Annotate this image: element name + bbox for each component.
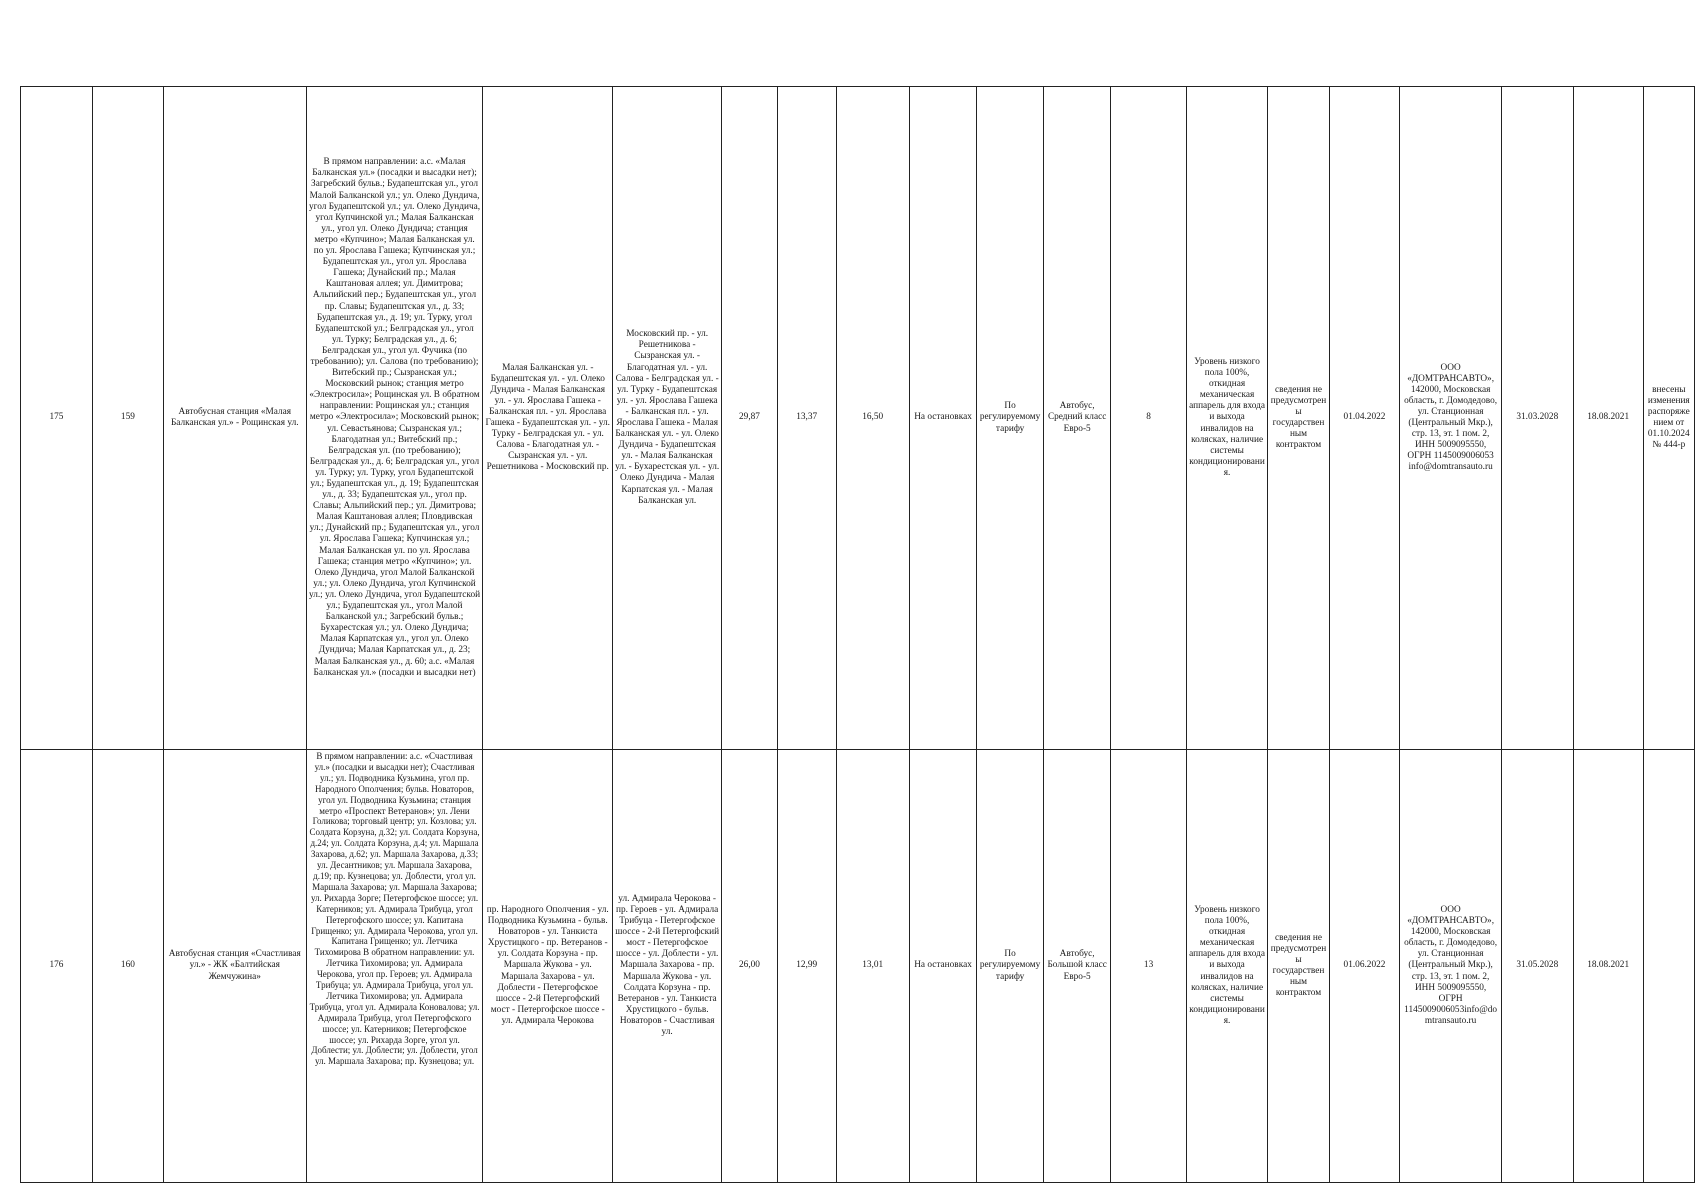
route-length-forward: 12,99 [777,750,836,1183]
row-number: 176 [21,750,93,1183]
route-path-forward: пр. Народного Ополчения - ул. Подводника Кузьмина - бульв. Новаторов - ул. Танкиста Хрустицкого - пр. Ветеранов - ул. Солдата Корзуна - пр. Маршала Жукова - ул. Маршала Захарова - ул. Доблести - Петергофское шоссе - 2-й Петергофский мост - Петергофское шоссе - ул. Адмирала Черокова [483,750,613,1183]
route-length-backward: 13,01 [836,750,909,1183]
route-name: Автобусная станция «Счастливая ул.» - ЖК «Балтийская Жемчужина» [163,750,306,1183]
route-path-backward: ул. Адмирала Черокова - пр. Героев - ул. Адмирала Трибуца - Петергофское шоссе - 2-й Петергофский мост - Петергофское шоссе - ул. Доблести - ул. Маршала Захарова - пр. Маршала Жукова - ул. Солдата Корзуна - пр. Ветеранов - ул. Танкиста Хрустицкого - бульв. Новаторов - Счастливая ул. [613,750,722,1183]
route-number: 160 [92,750,163,1183]
tariff-type: По регулируемому тарифу [977,87,1044,750]
vehicle-count: 8 [1111,87,1186,750]
route-registry-table [20,86,1695,1183]
contract-info: сведения не предусмотрены государственным контрактом [1268,87,1329,750]
stop-order: На остановках [909,750,977,1183]
vehicle-count: 13 [1111,750,1186,1183]
tariff-type: По регулируемому тарифу [977,750,1044,1183]
carrier-info: ООО «ДОМТРАНСАВТО», 142000, Московская область, г. Домодедово, ул. Станционная (Центральный Мкр.), стр. 13, эт. 1 пом. 2, ИНН 5009095550, ОГРН 1145009006053 info@domtransauto.ru [1400,87,1501,750]
table-row [21,87,1695,750]
vehicle-class: Автобус, Большой класс Евро-5 [1043,750,1111,1183]
row-number: 175 [21,87,93,750]
route-name: Автобусная станция «Малая Балканская ул.» - Рощинская ул. [163,87,306,750]
route-length-backward: 16,50 [836,87,909,750]
start-date: 01.06.2022 [1329,750,1400,1183]
carrier-info: ООО «ДОМТРАНСАВТО», 142000, Московская область, г. Домодедово, ул. Станционная (Центральный Мкр.), стр. 13, эт. 1 пом. 2, ИНН 5009095550, ОГРН 1145009006053info@domtransauto.ru [1400,750,1501,1183]
notes [1643,750,1694,1183]
route-length-total: 29,87 [722,87,778,750]
stop-order: На остановках [909,87,977,750]
vehicle-characteristics: Уровень низкого пола 100%, откидная механическая аппарель для входа и выхода инвалидов на колясках, наличие системы кондиционирования. [1186,750,1268,1183]
route-path-forward: Малая Балканская ул. - Будапештская ул. - ул. Олеко Дундича - Малая Балканская ул. - ул. Ярослава Гашека - Балканская пл. - ул. Ярослава Гашека - Будапештская ул. - ул. Турку - Белградская ул. - ул. Салова - Благодатная ул. - Сызранская ул. - ул. Решетникова - Московский пр. [483,87,613,750]
route-number: 159 [92,87,163,750]
route-path-backward: Московский пр. - ул. Решетникова - Сызранская ул. - Благодатная ул. - ул. Салова - Белградская ул. - ул. Турку - Будапештская ул. - ул. Ярослава Гашека - Балканская пл. - ул. Ярослава Гашека - Малая Балканская ул. - ул. Олеко Дундича - Будапештская ул. - Малая Балканская ул. - Бухарестская ул. - ул. Олеко Дундича - Малая Карпатская ул. - Малая Балканская ул. [613,87,722,750]
stops-list: В прямом направлении: а.с. «Счастливая ул.» (посадки и высадки нет); Счастливая ул.; ул. Подводника Кузьмина, угол пр. Народного Ополчения; бульв. Новаторов, угол ул. Подводника Кузьмина; станция метро «Проспект Ветеранов»; ул. Лени Голикова; торговый центр; ул. Козлова; ул. Солдата Корзуна, д.32; ул. Солдата Корзуна, д.24; ул. Солдата Корзуна, д.4; ул. Маршала Захарова, д.62; ул. Маршала Захарова, д.33; ул. Десантников; ул. Маршала Захарова, д.19; пр. Кузнецова; ул. Доблести, угол ул. Маршала Захарова; ул. Маршала Захарова; ул. Рихарда Зорге; Петергофское шоссе; ул. Катерников; ул. Адмирала Трибуца, угол Петергофского шоссе; ул. Капитана Грищенко; ул. Адмирала Черокова, угол ул. Капитана Грищенко; ул. Летчика Тихомирова В обратном направлении: ул. Летчика Тихомирова; ул. Адмирала Черокова, угол пр. Героев; ул. Адмирала Трибуца; ул. Адмирала Трибуца, угол ул. Летчика Тихомирова; ул. Адмирала Трибуца, угол ул. Адмирала Коновалова; ул. Адмирала Трибуца, угол Петергофского шоссе; ул. Катерников; Петергофское шоссе; ул. Рихарда Зорге, угол ул. Доблести; ул. Доблести; ул. Доблести, угол ул. Маршала Захарова; пр. Кузнецова; ул. [306,750,483,1183]
end-date: 31.03.2028 [1501,87,1573,750]
vehicle-class: Автобус, Средний класс Евро-5 [1043,87,1111,750]
route-length-forward: 13,37 [777,87,836,750]
contract-info: сведения не предусмотрены государственным контрактом [1268,750,1329,1183]
registration-date: 18.08.2021 [1573,87,1643,750]
route-length-total: 26,00 [722,750,778,1183]
table-row [21,750,1695,1183]
end-date: 31.05.2028 [1501,750,1573,1183]
stops-list: В прямом направлении: а.с. «Малая Балканская ул.» (посадки и высадки нет); Загребский бульв.; Будапештская ул., угол Малой Балканской ул.; ул. Олеко Дундича, угол Будапештской ул.; ул. Олеко Дундича, угол Купчинской ул.; Малая Балканская ул., угол ул. Олеко Дундича; станция метро «Купчино»; Малая Балканская ул. по ул. Ярослава Гашека; Купчинская ул.; Будапештская ул., угол ул. Ярослава Гашека; Дунайский пр.; Малая Каштановая аллея; ул. Димитрова; Альпийский пер.; Будапештская ул., угол пр. Славы; Будапештская ул., д. 33; Будапештская ул., д. 19; ул. Турку, угол Будапештской ул.; Белградская ул., угол ул. Турку; Белградская ул., д. 6; Белградская ул., угол ул. Фучика (по требованию); ул. Салова (по требованию); Витебский пр.; Сызранская ул.; Московский рынок; станция метро «Электросила»; Рощинская ул. В обратном направлении: Рощинская ул.; станция метро «Электросила»; Московский рынок; ул. Севастьянова; Сызранская ул.; Благодатная ул.; Витебский пр.; Белградская ул. (по требованию); Белградская ул., д. 6; Белградская ул., угол ул. Турку; ул. Турку, угол Будапештской ул.; Будапештская ул., д. 19; Будапештская ул., д. 33; Будапештская ул., угол пр. Славы; Альпийский пер.; ул. Димитрова; Малая Каштановая аллея; Пловдивская ул.; Дунайский пр.; Будапештская ул., угол ул. Ярослава Гашека; Купчинская ул.; Малая Балканская ул. по ул. Ярослава Гашека; станция метро «Купчино»; ул. Олеко Дундича, угол Малой Балканской ул.; ул. Олеко Дундича, угол Купчинской ул.; ул. Олеко Дундича, угол Будапештской ул.; Будапештская ул., угол Малой Балканской ул.; Загребский бульв.; Бухарестская ул.; ул. Олеко Дундича; Малая Карпатская ул., угол ул. Олеко Дундича; Малая Карпатская ул., д. 23; Малая Балканская ул., д. 60; а.с. «Малая Балканская ул.» (посадки и высадки нет) [306,87,483,750]
registration-date: 18.08.2021 [1573,750,1643,1183]
notes: внесены изменения распоряжением от 01.10.2024 № 444-р [1643,87,1694,750]
vehicle-characteristics: Уровень низкого пола 100%, откидная механическая аппарель для входа и выхода инвалидов на колясках, наличие системы кондиционирования. [1186,87,1268,750]
start-date: 01.04.2022 [1329,87,1400,750]
